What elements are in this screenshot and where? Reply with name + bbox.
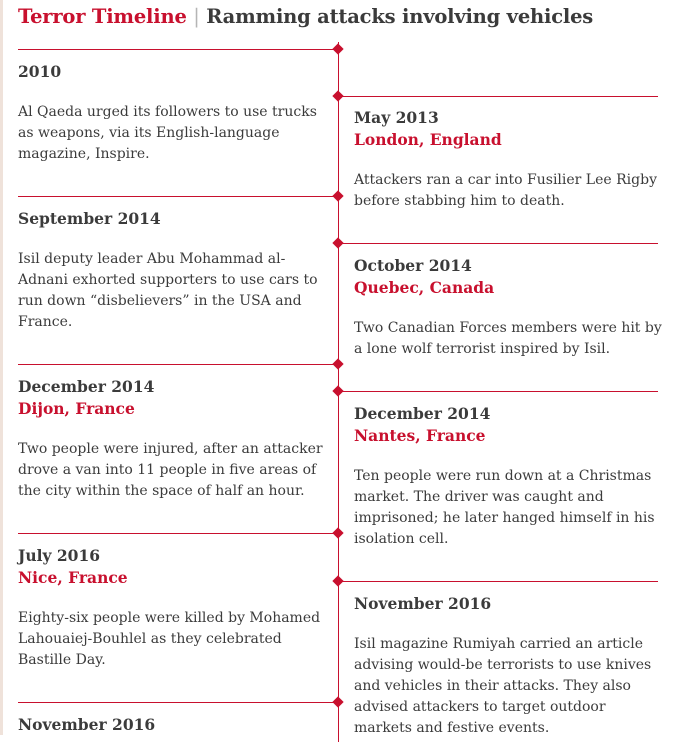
event-date: September 2014 [18,209,161,228]
event-date: October 2014 [354,256,472,275]
timeline-marker [332,575,343,586]
event-description: Isil deputy leader Abu Mohammad al-Adnani exhorted supporters to use cars to run down “disbelievers” in the USA and France. [18,251,318,330]
connector-line [338,243,658,244]
connector-line [338,391,658,392]
connector-line [338,96,658,97]
connector-line [18,49,338,50]
timeline-marker [332,90,343,101]
event-description: Isil magazine Rumiyah carried an article advising would-be terrorists to use knives and vehicles in their attacks. They also advised attackers to target outdoor markets and festive events. [354,636,652,736]
timeline-subtitle: Ramming attacks involving vehicles [206,5,594,28]
event-date: December 2014 [18,377,155,396]
event-date: November 2016 [354,594,492,613]
page-border [0,0,3,735]
connector-line [18,364,338,365]
title-separator: | [193,5,200,28]
event-description: Two people were injured, after an attacker drove a van into 11 people in five areas of the city within the space of half an hour. [18,441,323,499]
timeline-marker [332,527,343,538]
timeline-marker [332,190,343,201]
timeline-marker [332,43,343,54]
event-date: December 2014 [354,404,491,423]
event-description: Al Qaeda urged its followers to use trucks as weapons, via its English-language magazine, Inspire. [18,104,317,162]
event-description: Ten people were run down at a Christmas market. The driver was caught and imprisoned; he later hanged himself in his isolation cell. [354,468,655,547]
timeline-marker [332,385,343,396]
timeline-marker [332,696,343,707]
event-description: Two Canadian Forces members were hit by a lone wolf terrorist inspired by Isil. [354,320,662,357]
event-date: July 2016 [18,546,101,565]
timeline-marker [332,237,343,248]
connector-line [18,702,338,703]
event-date: 2010 [18,62,62,81]
event-description: Attackers ran a car into Fusilier Lee Rigby before stabbing him to death. [354,172,657,209]
timeline-marker [332,358,343,369]
event-location: Quebec, Canada [354,278,495,297]
connector-line [18,196,338,197]
event-location: Dijon, France [18,399,135,418]
connector-line [18,533,338,534]
event-location: Nice, France [18,568,128,587]
event-date: November 2016 [18,715,156,734]
event-location: London, England [354,130,502,149]
event-date: May 2013 [354,108,439,127]
event-location: Nantes, France [354,426,486,445]
timeline-title: Terror Timeline [18,5,187,28]
event-description: Eighty-six people were killed by Mohamed Lahouaiej-Bouhlel as they celebrated Bastille Day. [18,610,321,668]
page-header [18,5,593,28]
connector-line [338,581,658,582]
